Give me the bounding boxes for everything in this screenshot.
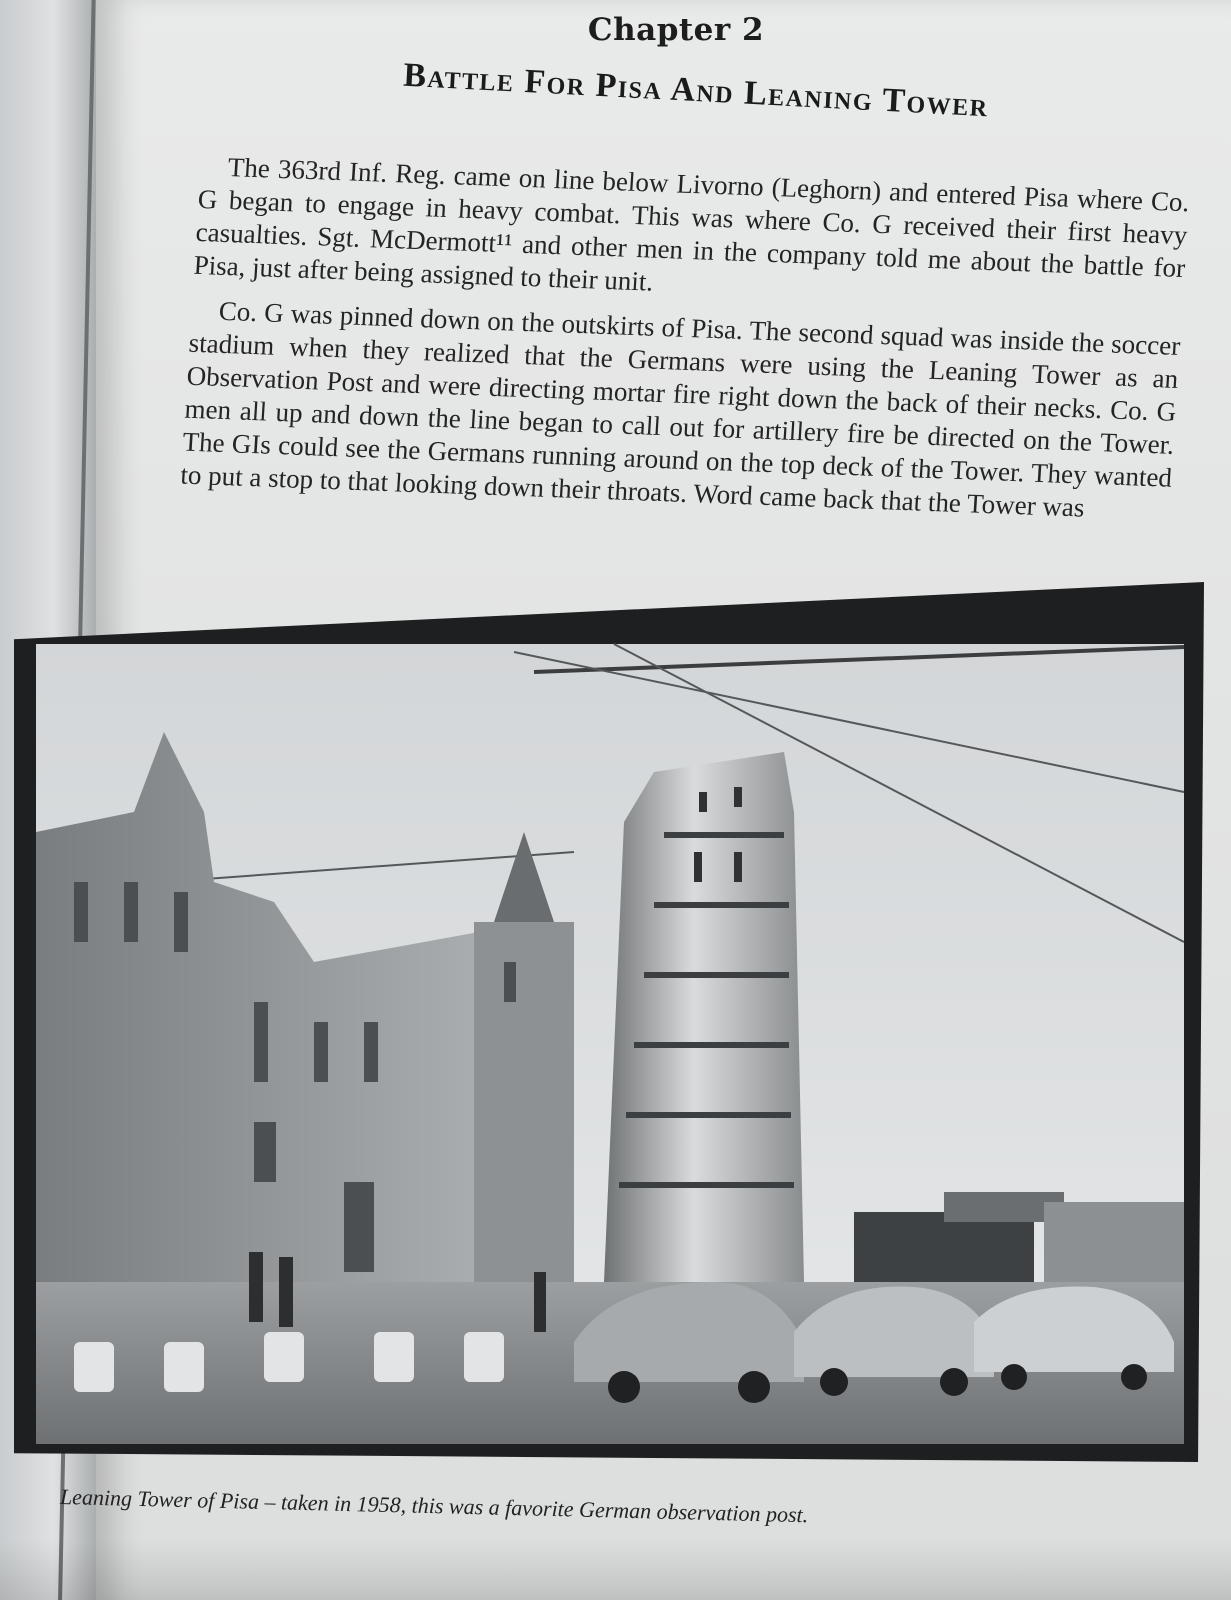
chapter-body	[179, 150, 1191, 540]
bottom-shadow	[0, 1540, 1231, 1600]
paragraph: The 363rd Inf. Reg. came on line below Livorno (Leghorn) and entered Pisa where Co. G began to engage in heavy combat. This was where Co. G received their first heavy casualties. Sgt. McDermott¹¹ and other men in the company told me about the battle for Pisa, just after being assigned to their unit.	[192, 152, 1191, 297]
photo-image	[14, 582, 1204, 1462]
chapter-number: Chapter 2	[587, 12, 765, 48]
photo-caption: Leaning Tower of Pisa – taken in 1958, this was a favorite German observation post.	[59, 1484, 809, 1528]
chapter-title: Battle For Pisa And Leaning Tower	[402, 56, 990, 125]
photo-leaning-tower	[14, 582, 1204, 1462]
paragraph: Co. G was pinned down on the outskirts of Pisa. The second squad was inside the soccer stadium when they realized that the Germans were using the Leaning Tower as an Observation Post and were directing mortar fire right down the back of their necks. Co. G men all up and down the line began to call out for artillery fire be directed on the Tower. The GIs could see the Germans running around on the top deck of the Tower. They wanted to put a stop to that looking down their throats. Word came back that the Tower was	[179, 295, 1182, 523]
